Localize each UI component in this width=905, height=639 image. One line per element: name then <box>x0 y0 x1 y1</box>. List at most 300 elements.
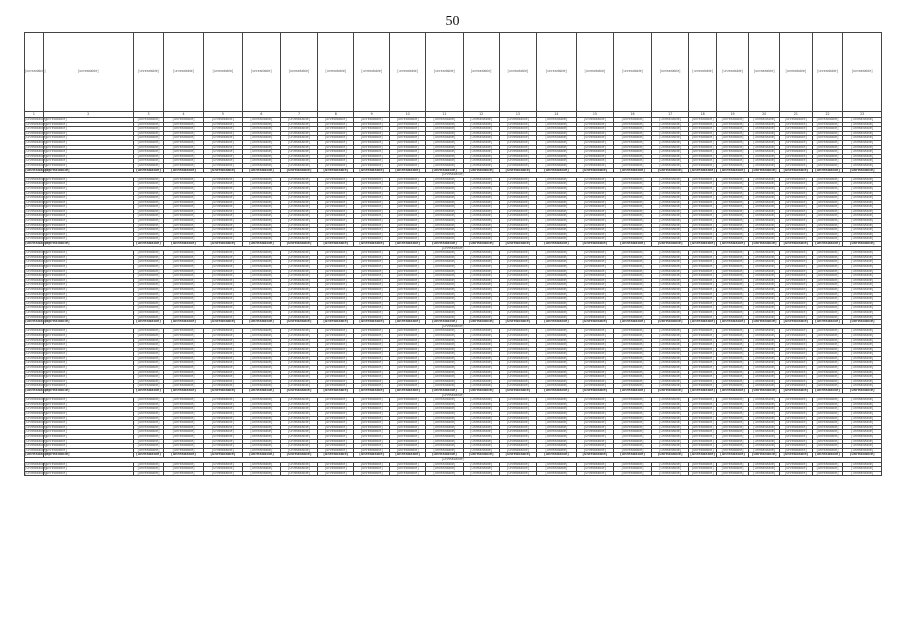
table-cell: [unreadable] <box>812 471 843 476</box>
table-cell: [unreadable] <box>243 196 281 201</box>
table-cell: [unreadable] <box>318 315 354 320</box>
table-cell: [unreadable] <box>463 398 499 403</box>
table-cell: [unreadable] <box>426 434 464 439</box>
table-cell: [unreadable] <box>780 453 813 458</box>
table-cell: [unreadable] <box>133 118 164 123</box>
table-cell: [unreadable] <box>280 223 318 228</box>
table-cell: [unreadable] <box>243 200 281 205</box>
table-cell: [unreadable] <box>749 131 780 136</box>
table-cell: [unreadable] <box>812 320 843 325</box>
table-cell: [unreadable] <box>689 444 716 449</box>
column-number: 3 <box>133 112 164 118</box>
table-cell: [unreadable] <box>651 425 689 430</box>
column-header: [unreadable] <box>537 33 576 112</box>
table-cell: [unreadable] <box>164 439 203 444</box>
table-cell: [unreadable] <box>280 269 318 274</box>
table-cell: [unreadable] <box>318 205 354 210</box>
table-cell: [unreadable] <box>243 214 281 219</box>
table-cell: [unreadable] <box>203 163 242 168</box>
table-cell: [unreadable] <box>651 379 689 384</box>
table-cell: [unreadable] <box>576 333 614 338</box>
table-cell: [unreadable] <box>499 209 537 214</box>
table-cell: [unreadable] <box>749 398 780 403</box>
table-cell: [unreadable] <box>133 467 164 472</box>
table-cell: [unreadable] <box>390 356 426 361</box>
table-cell: [unreadable] <box>354 297 390 302</box>
table-cell: [unreadable] <box>812 467 843 472</box>
table-cell: [unreadable] <box>716 232 749 237</box>
column-header: [unreadable] <box>426 33 464 112</box>
table-cell: [unreadable] <box>43 315 133 320</box>
table-cell: [unreadable] <box>354 205 390 210</box>
table-cell: [unreadable] <box>390 301 426 306</box>
table-cell: [unreadable] <box>614 306 652 311</box>
table-cell: [unreadable] <box>780 421 813 426</box>
table-cell: [unreadable] <box>318 168 354 173</box>
table-cell: [unreadable] <box>499 366 537 371</box>
table-cell: [unreadable] <box>280 310 318 315</box>
table-cell: [unreadable] <box>537 343 576 348</box>
table-cell: [unreadable] <box>390 453 426 458</box>
table-cell: [unreadable] <box>689 145 716 150</box>
table-cell: [unreadable] <box>651 228 689 233</box>
table-cell: [unreadable] <box>25 158 47 163</box>
table-cell: [unreadable] <box>749 209 780 214</box>
table-cell: [unreadable] <box>614 356 652 361</box>
table-cell: [unreadable] <box>537 168 576 173</box>
table-cell: [unreadable] <box>749 177 780 182</box>
table-cell: [unreadable] <box>25 401 47 406</box>
table-cell: [unreadable] <box>537 356 576 361</box>
table-cell: [unreadable] <box>576 375 614 380</box>
table-cell: [unreadable] <box>499 297 537 302</box>
table-cell: [unreadable] <box>780 320 813 325</box>
table-cell: [unreadable] <box>499 150 537 155</box>
table-cell: [unreadable] <box>463 122 499 127</box>
table-cell: [unreadable] <box>390 379 426 384</box>
table-cell: [unreadable] <box>426 421 464 426</box>
table-cell: [unreadable] <box>354 163 390 168</box>
table-cell: [unreadable] <box>843 168 882 173</box>
table-cell: [unreadable] <box>133 196 164 201</box>
table-cell: [unreadable] <box>843 329 882 334</box>
table-cell: [unreadable] <box>133 186 164 191</box>
table-cell: [unreadable] <box>614 352 652 357</box>
table-cell: [unreadable] <box>318 375 354 380</box>
table-cell: [unreadable] <box>318 434 354 439</box>
table-cell: [unreadable] <box>25 153 47 158</box>
table-cell: [unreadable] <box>689 191 716 196</box>
table-cell: [unreadable] <box>651 122 689 127</box>
table-cell: [unreadable] <box>133 168 164 173</box>
table-cell: [unreadable] <box>280 297 318 302</box>
table-cell: [unreadable] <box>43 163 133 168</box>
table-cell: [unreadable] <box>354 402 390 407</box>
table-cell: [unreadable] <box>318 453 354 458</box>
table-cell: [unreadable] <box>716 219 749 224</box>
table-cell: [unreadable] <box>426 237 464 242</box>
table-cell: [unreadable] <box>812 265 843 270</box>
table-cell: [unreadable] <box>843 421 882 426</box>
table-cell: [unreadable] <box>243 366 281 371</box>
table-cell: [unreadable] <box>133 274 164 279</box>
table-cell: [unreadable] <box>812 402 843 407</box>
table-cell: [unreadable] <box>133 287 164 292</box>
table-cell: [unreadable] <box>651 333 689 338</box>
table-cell: [unreadable] <box>749 402 780 407</box>
table-cell: [unreadable] <box>812 421 843 426</box>
table-cell: [unreadable] <box>280 425 318 430</box>
table-cell: [unreadable] <box>463 287 499 292</box>
table-cell: [unreadable] <box>280 416 318 421</box>
table-cell: [unreadable] <box>203 416 242 421</box>
table-cell: [unreadable] <box>164 287 203 292</box>
table-cell: [unreadable] <box>463 223 499 228</box>
table-cell: [unreadable] <box>499 140 537 145</box>
table-cell: [unreadable] <box>812 200 843 205</box>
table-cell: [unreadable] <box>463 214 499 219</box>
table-cell: [unreadable] <box>463 118 499 123</box>
table-cell: [unreadable] <box>243 425 281 430</box>
table-cell: [unreadable] <box>689 274 716 279</box>
table-cell: [unreadable] <box>689 255 716 260</box>
table-cell: [unreadable] <box>576 384 614 389</box>
table-cell: [unreadable] <box>749 343 780 348</box>
table-cell: [unreadable] <box>203 150 242 155</box>
table-cell: [unreadable] <box>280 462 318 467</box>
table-cell: [unreadable] <box>203 315 242 320</box>
table-cell: [unreadable] <box>812 278 843 283</box>
table-cell: [unreadable] <box>43 412 133 417</box>
table-cell: [unreadable] <box>537 145 576 150</box>
table-cell: [unreadable] <box>133 310 164 315</box>
table-cell: [unreadable] <box>843 182 882 187</box>
table-cell: [unreadable] <box>843 287 882 292</box>
table-cell: [unreadable] <box>812 260 843 265</box>
table-cell: [unreadable] <box>614 320 652 325</box>
table-cell: [unreadable] <box>426 402 464 407</box>
table-cell: [unreadable] <box>614 223 652 228</box>
table-cell: [unreadable] <box>780 370 813 375</box>
table-cell: [unreadable] <box>203 333 242 338</box>
table-cell: [unreadable] <box>43 228 133 233</box>
table-cell: [unreadable] <box>651 439 689 444</box>
table-cell: [unreadable] <box>43 370 133 375</box>
table-cell: [unreadable] <box>133 200 164 205</box>
table-cell: [unreadable] <box>354 278 390 283</box>
table-cell: [unreadable] <box>43 131 133 136</box>
table-cell: [unreadable] <box>354 343 390 348</box>
table-cell: [unreadable] <box>499 467 537 472</box>
table-cell: [unreadable] <box>614 407 652 412</box>
table-cell: [unreadable] <box>243 140 281 145</box>
table-cell: [unreadable] <box>243 453 281 458</box>
table-cell: [unreadable] <box>43 145 133 150</box>
table-cell: [unreadable] <box>164 375 203 380</box>
table-cell: [unreadable] <box>576 421 614 426</box>
section-heading: [unreadable] <box>25 457 882 462</box>
table-cell: [unreadable] <box>43 242 133 247</box>
table-cell: [unreadable] <box>499 200 537 205</box>
table-cell: [unreadable] <box>390 191 426 196</box>
table-cell: [unreadable] <box>716 269 749 274</box>
table-cell: [unreadable] <box>426 292 464 297</box>
table-cell: [unreadable] <box>614 467 652 472</box>
table-cell: [unreadable] <box>133 145 164 150</box>
table-cell: [unreadable] <box>25 378 47 383</box>
table-cell: [unreadable] <box>243 223 281 228</box>
table-cell: [unreadable] <box>203 448 242 453</box>
table-cell: [unreadable] <box>576 297 614 302</box>
table-cell: [unreadable] <box>164 297 203 302</box>
table-cell: [unreadable] <box>614 163 652 168</box>
table-cell: [unreadable] <box>390 196 426 201</box>
table-cell: [unreadable] <box>614 186 652 191</box>
table-cell: [unreadable] <box>689 356 716 361</box>
table-cell: [unreadable] <box>576 214 614 219</box>
table-cell: [unreadable] <box>25 121 47 126</box>
table-cell: [unreadable] <box>499 421 537 426</box>
table-cell: [unreadable] <box>318 228 354 233</box>
table-cell: [unreadable] <box>537 260 576 265</box>
table-cell: [unreadable] <box>164 444 203 449</box>
table-cell: [unreadable] <box>749 191 780 196</box>
table-cell: [unreadable] <box>780 127 813 132</box>
table-cell: [unreadable] <box>280 145 318 150</box>
table-cell: [unreadable] <box>716 356 749 361</box>
column-number: 10 <box>390 112 426 118</box>
table-cell: [unreadable] <box>499 255 537 260</box>
table-cell: [unreadable] <box>576 356 614 361</box>
table-cell: [unreadable] <box>133 228 164 233</box>
table-cell: [unreadable] <box>280 191 318 196</box>
table-cell: [unreadable] <box>43 320 133 325</box>
table-cell: [unreadable] <box>780 347 813 352</box>
table-cell: [unreadable] <box>716 375 749 380</box>
table-cell: [unreadable] <box>390 159 426 164</box>
table-cell: [unreadable] <box>651 310 689 315</box>
table-cell: [unreadable] <box>426 145 464 150</box>
table-cell: [unreadable] <box>133 425 164 430</box>
table-cell: [unreadable] <box>716 343 749 348</box>
table-cell: [unreadable] <box>651 278 689 283</box>
table-cell: [unreadable] <box>843 356 882 361</box>
table-cell: [unreadable] <box>651 398 689 403</box>
table-cell: [unreadable] <box>133 462 164 467</box>
table-cell: [unreadable] <box>716 127 749 132</box>
table-cell: [unreadable] <box>614 205 652 210</box>
table-cell: [unreadable] <box>749 278 780 283</box>
table-cell: [unreadable] <box>614 287 652 292</box>
table-cell: [unreadable] <box>651 219 689 224</box>
table-cell: [unreadable] <box>499 375 537 380</box>
table-cell: [unreadable] <box>133 434 164 439</box>
table-cell: [unreadable] <box>463 301 499 306</box>
table-cell: [unreadable] <box>354 379 390 384</box>
table-cell: [unreadable] <box>780 237 813 242</box>
table-cell: [unreadable] <box>614 150 652 155</box>
table-cell: [unreadable] <box>463 384 499 389</box>
table-cell: [unreadable] <box>25 470 47 475</box>
table-cell: [unreadable] <box>164 453 203 458</box>
table-cell: [unreadable] <box>43 329 133 334</box>
table-cell: [unreadable] <box>537 186 576 191</box>
table-cell: [unreadable] <box>651 402 689 407</box>
table-cell: [unreadable] <box>354 159 390 164</box>
table-cell: [unreadable] <box>614 402 652 407</box>
table-cell: [unreadable] <box>749 196 780 201</box>
table-cell: [unreadable] <box>354 177 390 182</box>
table-cell: [unreadable] <box>43 269 133 274</box>
table-cell: [unreadable] <box>354 471 390 476</box>
table-cell: [unreadable] <box>318 292 354 297</box>
table-cell: [unreadable] <box>749 375 780 380</box>
table-cell: [unreadable] <box>716 434 749 439</box>
table-cell: [unreadable] <box>716 191 749 196</box>
table-cell: [unreadable] <box>812 384 843 389</box>
table-cell: [unreadable] <box>133 177 164 182</box>
table-cell: [unreadable] <box>716 315 749 320</box>
table-cell: [unreadable] <box>689 425 716 430</box>
table-cell: [unreadable] <box>390 177 426 182</box>
table-cell: [unreadable] <box>843 122 882 127</box>
table-cell: [unreadable] <box>243 205 281 210</box>
table-cell: [unreadable] <box>499 191 537 196</box>
table-cell: [unreadable] <box>463 154 499 159</box>
table-cell: [unreadable] <box>614 384 652 389</box>
table-cell: [unreadable] <box>749 439 780 444</box>
table-cell: [unreadable] <box>499 228 537 233</box>
table-cell: [unreadable] <box>812 274 843 279</box>
table-cell: [unreadable] <box>25 218 47 223</box>
table-cell: [unreadable] <box>203 191 242 196</box>
table-cell: [unreadable] <box>499 343 537 348</box>
column-number: 22 <box>812 112 843 118</box>
table-cell: [unreadable] <box>133 136 164 141</box>
column-header: [unreadable] <box>463 33 499 112</box>
table-cell: [unreadable] <box>243 379 281 384</box>
table-cell: [unreadable] <box>25 397 47 402</box>
table-cell: [unreadable] <box>780 265 813 270</box>
table-cell: [unreadable] <box>614 255 652 260</box>
table-cell: [unreadable] <box>426 186 464 191</box>
table-cell: [unreadable] <box>164 205 203 210</box>
table-cell: [unreadable] <box>280 127 318 132</box>
table-cell: [unreadable] <box>463 186 499 191</box>
table-cell: [unreadable] <box>716 444 749 449</box>
table-cell: [unreadable] <box>499 361 537 366</box>
table-cell: [unreadable] <box>689 150 716 155</box>
table-cell: [unreadable] <box>280 265 318 270</box>
table-cell: [unreadable] <box>576 301 614 306</box>
table-cell: [unreadable] <box>390 329 426 334</box>
table-cell: [unreadable] <box>537 370 576 375</box>
table-cell: [unreadable] <box>689 292 716 297</box>
table-cell: [unreadable] <box>318 333 354 338</box>
table-cell: [unreadable] <box>354 182 390 187</box>
table-cell: [unreadable] <box>426 251 464 256</box>
table-cell: [unreadable] <box>318 260 354 265</box>
table-cell: [unreadable] <box>843 251 882 256</box>
table-cell: [unreadable] <box>243 467 281 472</box>
table-header-row <box>25 33 882 112</box>
table-cell: [unreadable] <box>690 452 716 457</box>
table-cell: [unreadable] <box>243 407 281 412</box>
table-cell: [unreadable] <box>243 168 281 173</box>
table-cell: [unreadable] <box>243 287 281 292</box>
table-cell: [unreadable] <box>716 329 749 334</box>
table-cell: [unreadable] <box>576 462 614 467</box>
table-cell: [unreadable] <box>537 182 576 187</box>
table-cell: [unreadable] <box>780 379 813 384</box>
table-cell: [unreadable] <box>390 333 426 338</box>
table-cell: [unreadable] <box>354 462 390 467</box>
table-cell: [unreadable] <box>537 209 576 214</box>
table-cell: [unreadable] <box>426 168 464 173</box>
table-cell: [unreadable] <box>576 389 614 394</box>
table-cell: [unreadable] <box>390 232 426 237</box>
table-cell: [unreadable] <box>390 182 426 187</box>
table-cell: [unreadable] <box>576 200 614 205</box>
table-cell: [unreadable] <box>243 356 281 361</box>
table-cell: [unreadable] <box>463 200 499 205</box>
table-cell: [unreadable] <box>164 329 203 334</box>
table-cell: [unreadable] <box>537 242 576 247</box>
table-cell: [unreadable] <box>390 407 426 412</box>
table-cell: [unreadable] <box>651 370 689 375</box>
table-cell: [unreadable] <box>651 136 689 141</box>
table-cell: [unreadable] <box>43 430 133 435</box>
table-cell: [unreadable] <box>164 265 203 270</box>
table-cell: [unreadable] <box>43 347 133 352</box>
table-cell: [unreadable] <box>689 407 716 412</box>
table-cell: [unreadable] <box>426 177 464 182</box>
table-cell: [unreadable] <box>716 297 749 302</box>
table-cell: [unreadable] <box>499 430 537 435</box>
table-cell: [unreadable] <box>843 361 882 366</box>
table-cell: [unreadable] <box>689 343 716 348</box>
table-cell: [unreadable] <box>537 471 576 476</box>
table-cell: [unreadable] <box>243 292 281 297</box>
table-cell: [unreadable] <box>812 448 843 453</box>
table-cell: [unreadable] <box>576 370 614 375</box>
table-cell: [unreadable] <box>390 163 426 168</box>
table-cell: [unreadable] <box>43 223 133 228</box>
table-cell: [unreadable] <box>164 145 203 150</box>
table-cell: [unreadable] <box>689 228 716 233</box>
table-cell: [unreadable] <box>243 412 281 417</box>
table-cell: [unreadable] <box>390 421 426 426</box>
table-cell: [unreadable] <box>203 223 242 228</box>
table-cell: [unreadable] <box>354 186 390 191</box>
table-cell: [unreadable] <box>318 306 354 311</box>
table-cell: [unreadable] <box>749 145 780 150</box>
table-cell: [unreadable] <box>843 274 882 279</box>
table-cell: [unreadable] <box>749 333 780 338</box>
column-header: [unreadable] <box>280 33 318 112</box>
table-cell: [unreadable] <box>499 315 537 320</box>
table-cell: [unreadable] <box>280 150 318 155</box>
table-cell: [unreadable] <box>164 333 203 338</box>
table-cell: [unreadable] <box>203 439 242 444</box>
table-cell: [unreadable] <box>426 297 464 302</box>
table-cell: [unreadable] <box>43 306 133 311</box>
table-cell: [unreadable] <box>25 374 47 379</box>
table-cell: [unreadable] <box>749 462 780 467</box>
table-cell: [unreadable] <box>576 163 614 168</box>
table-cell: [unreadable] <box>463 283 499 288</box>
table-cell: [unreadable] <box>243 306 281 311</box>
